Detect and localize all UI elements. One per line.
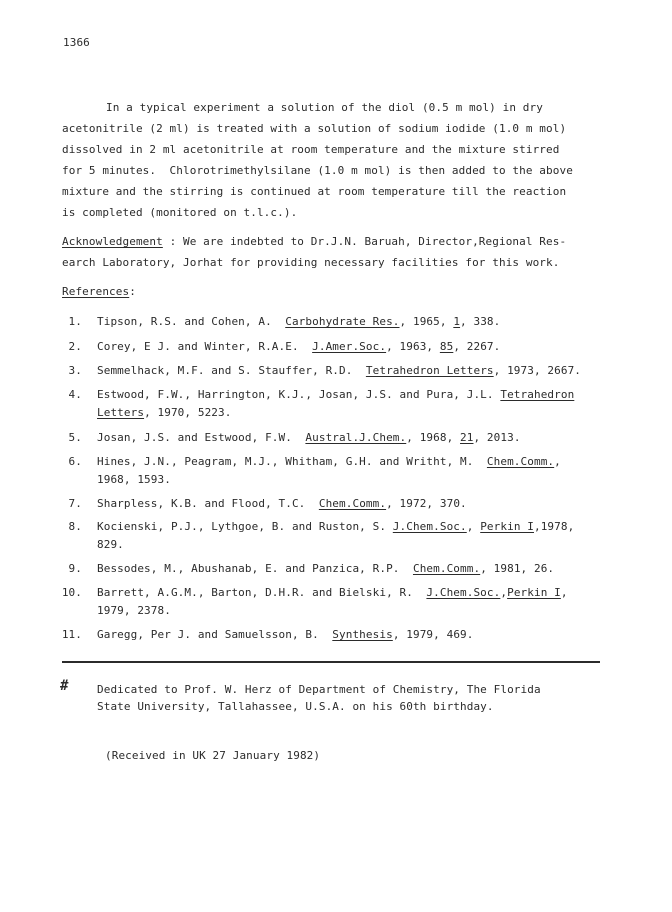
reference-journal: Tetrahedron (500, 388, 575, 401)
reference-punct: , (466, 520, 481, 533)
reference-year: , 1968, (406, 431, 461, 444)
reference-number: 2. (68, 340, 82, 353)
reference-journal: Chem.Comm. (318, 497, 387, 510)
reference-authors: Kocienski, P.J., Lythgoe, B. and Ruston, S. (97, 520, 393, 533)
reference-pages: , 2013. (473, 431, 521, 444)
reference-number: 11. (61, 628, 82, 641)
reference-punct: , (554, 455, 561, 468)
reference-number: 1. (68, 315, 82, 328)
reference-number: 4. (68, 388, 82, 401)
dedication-line: Dedicated to Prof. W. Herz of Department of Chemistry, The Florida (97, 683, 541, 696)
references-heading-line (62, 285, 136, 298)
reference-text-continued (97, 406, 231, 419)
reference-year: ,1978, (533, 520, 575, 533)
reference-authors: Sharpless, K.B. and Flood, T.C. (97, 497, 319, 510)
reference-year: , 1970, 5223. (144, 406, 232, 419)
reference-volume: 85 (439, 340, 454, 353)
reference-volume: 21 (460, 431, 474, 444)
reference-number: 3. (68, 364, 82, 377)
reference-authors: Bessodes, M., Abushanab, E. and Panzica, R.P. (97, 562, 413, 575)
reference-number: 7. (68, 497, 82, 510)
reference-journal: Chem.Comm. (486, 455, 555, 468)
reference-text (97, 315, 500, 328)
reference-text (97, 340, 500, 353)
reference-year: , 1972, 370. (386, 497, 467, 510)
reference-authors: Tipson, R.S. and Cohen, A. (97, 315, 286, 328)
reference-journal: Letters (97, 406, 145, 419)
reference-text (97, 520, 574, 533)
reference-journal: Synthesis (332, 628, 393, 641)
reference-text (97, 562, 554, 575)
received-date: (Received in UK 27 January 1982) (105, 749, 321, 762)
reference-number: 9. (68, 562, 82, 575)
reference-authors: Corey, E J. and Winter, R.A.E. (97, 340, 313, 353)
reference-text (97, 586, 568, 599)
reference-journal: Carbohydrate Res. (285, 315, 400, 328)
reference-number: 10. (61, 586, 82, 599)
reference-journal: J.Chem.Soc. (426, 586, 501, 599)
section-divider (62, 661, 600, 663)
reference-punct: , (500, 586, 508, 599)
reference-year: , 1981, 26. (480, 562, 555, 575)
reference-text (97, 388, 574, 401)
reference-authors: Hines, J.N., Peagram, M.J., Whitham, G.H. and Writht, M. (97, 455, 487, 468)
reference-year: , 1965, (399, 315, 454, 328)
reference-authors: Josan, J.S. and Estwood, F.W. (97, 431, 306, 444)
reference-volume: 1 (453, 315, 461, 328)
reference-text (97, 455, 561, 468)
reference-authors: Garegg, Per J. and Samuelsson, B. (97, 628, 333, 641)
reference-pages: , 338. (460, 315, 501, 328)
acknowledgement-line: earch Laboratory, Jorhat for providing necessary facilities for this work. (62, 256, 560, 269)
experimental-line: is completed (monitored on t.l.c.). (62, 206, 298, 219)
acknowledgement-line (62, 235, 566, 248)
reference-number: 6. (68, 455, 82, 468)
reference-text-continued: 1979, 2378. (97, 604, 171, 617)
reference-text-continued: 829. (97, 538, 124, 551)
reference-journal: Chem.Comm. (412, 562, 481, 575)
reference-journal: Austral.J.Chem. (305, 431, 407, 444)
reference-text (97, 364, 581, 377)
references-colon: : (129, 285, 136, 298)
reference-text (97, 628, 473, 641)
reference-year: , 1963, (386, 340, 440, 353)
reference-text (97, 497, 467, 510)
reference-text (97, 431, 521, 444)
reference-text-continued: 1968, 1593. (97, 473, 171, 486)
acknowledgement-heading: Acknowledgement (62, 235, 163, 248)
reference-authors: Estwood, F.W., Harrington, K.J., Josan, J.S. and Pura, J.L. (97, 388, 501, 401)
dedication-line: State University, Tallahassee, U.S.A. on his 60th birthday. (97, 700, 494, 713)
reference-year: , 1973, 2667. (493, 364, 582, 377)
reference-number: 8. (68, 520, 82, 533)
reference-authors: Barrett, A.G.M., Barton, D.H.R. and Bielski, R. (97, 586, 427, 599)
page-number: 1366 (63, 36, 90, 49)
reference-journal: Tetrahedron Letters (365, 364, 494, 377)
experimental-line: mixture and the stirring is continued at room temperature till the reaction (62, 185, 567, 198)
dedication-mark: # (60, 678, 69, 694)
experimental-line: for 5 minutes. Chlorotrimethylsilane (1.0 m mol) is then added to the above (62, 164, 573, 177)
experimental-line: acetonitrile (2 ml) is treated with a solution of sodium iodide (1.0 m mol) (62, 122, 567, 135)
references-heading: References (62, 285, 130, 298)
reference-punct: , (560, 586, 568, 599)
acknowledgement-text: : We are indebted to Dr.J.N. Baruah, Director,Regional Res- (162, 235, 567, 248)
reference-pages: , 2267. (453, 340, 501, 353)
reference-journal-section: Perkin I (480, 520, 534, 533)
reference-authors: Semmelhack, M.F. and S. Stauffer, R.D. (97, 364, 366, 377)
reference-journal-section: Perkin I (507, 586, 561, 599)
reference-number: 5. (68, 431, 82, 444)
reference-year: , 1979, 469. (392, 628, 474, 641)
reference-journal: J.Chem.Soc. (392, 520, 467, 533)
reference-journal: J.Amer.Soc. (312, 340, 387, 353)
experimental-line: In a typical experiment a solution of the diol (0.5 m mol) in dry (106, 101, 543, 114)
experimental-line: dissolved in 2 ml acetonitrile at room temperature and the mixture stirred (62, 143, 560, 156)
